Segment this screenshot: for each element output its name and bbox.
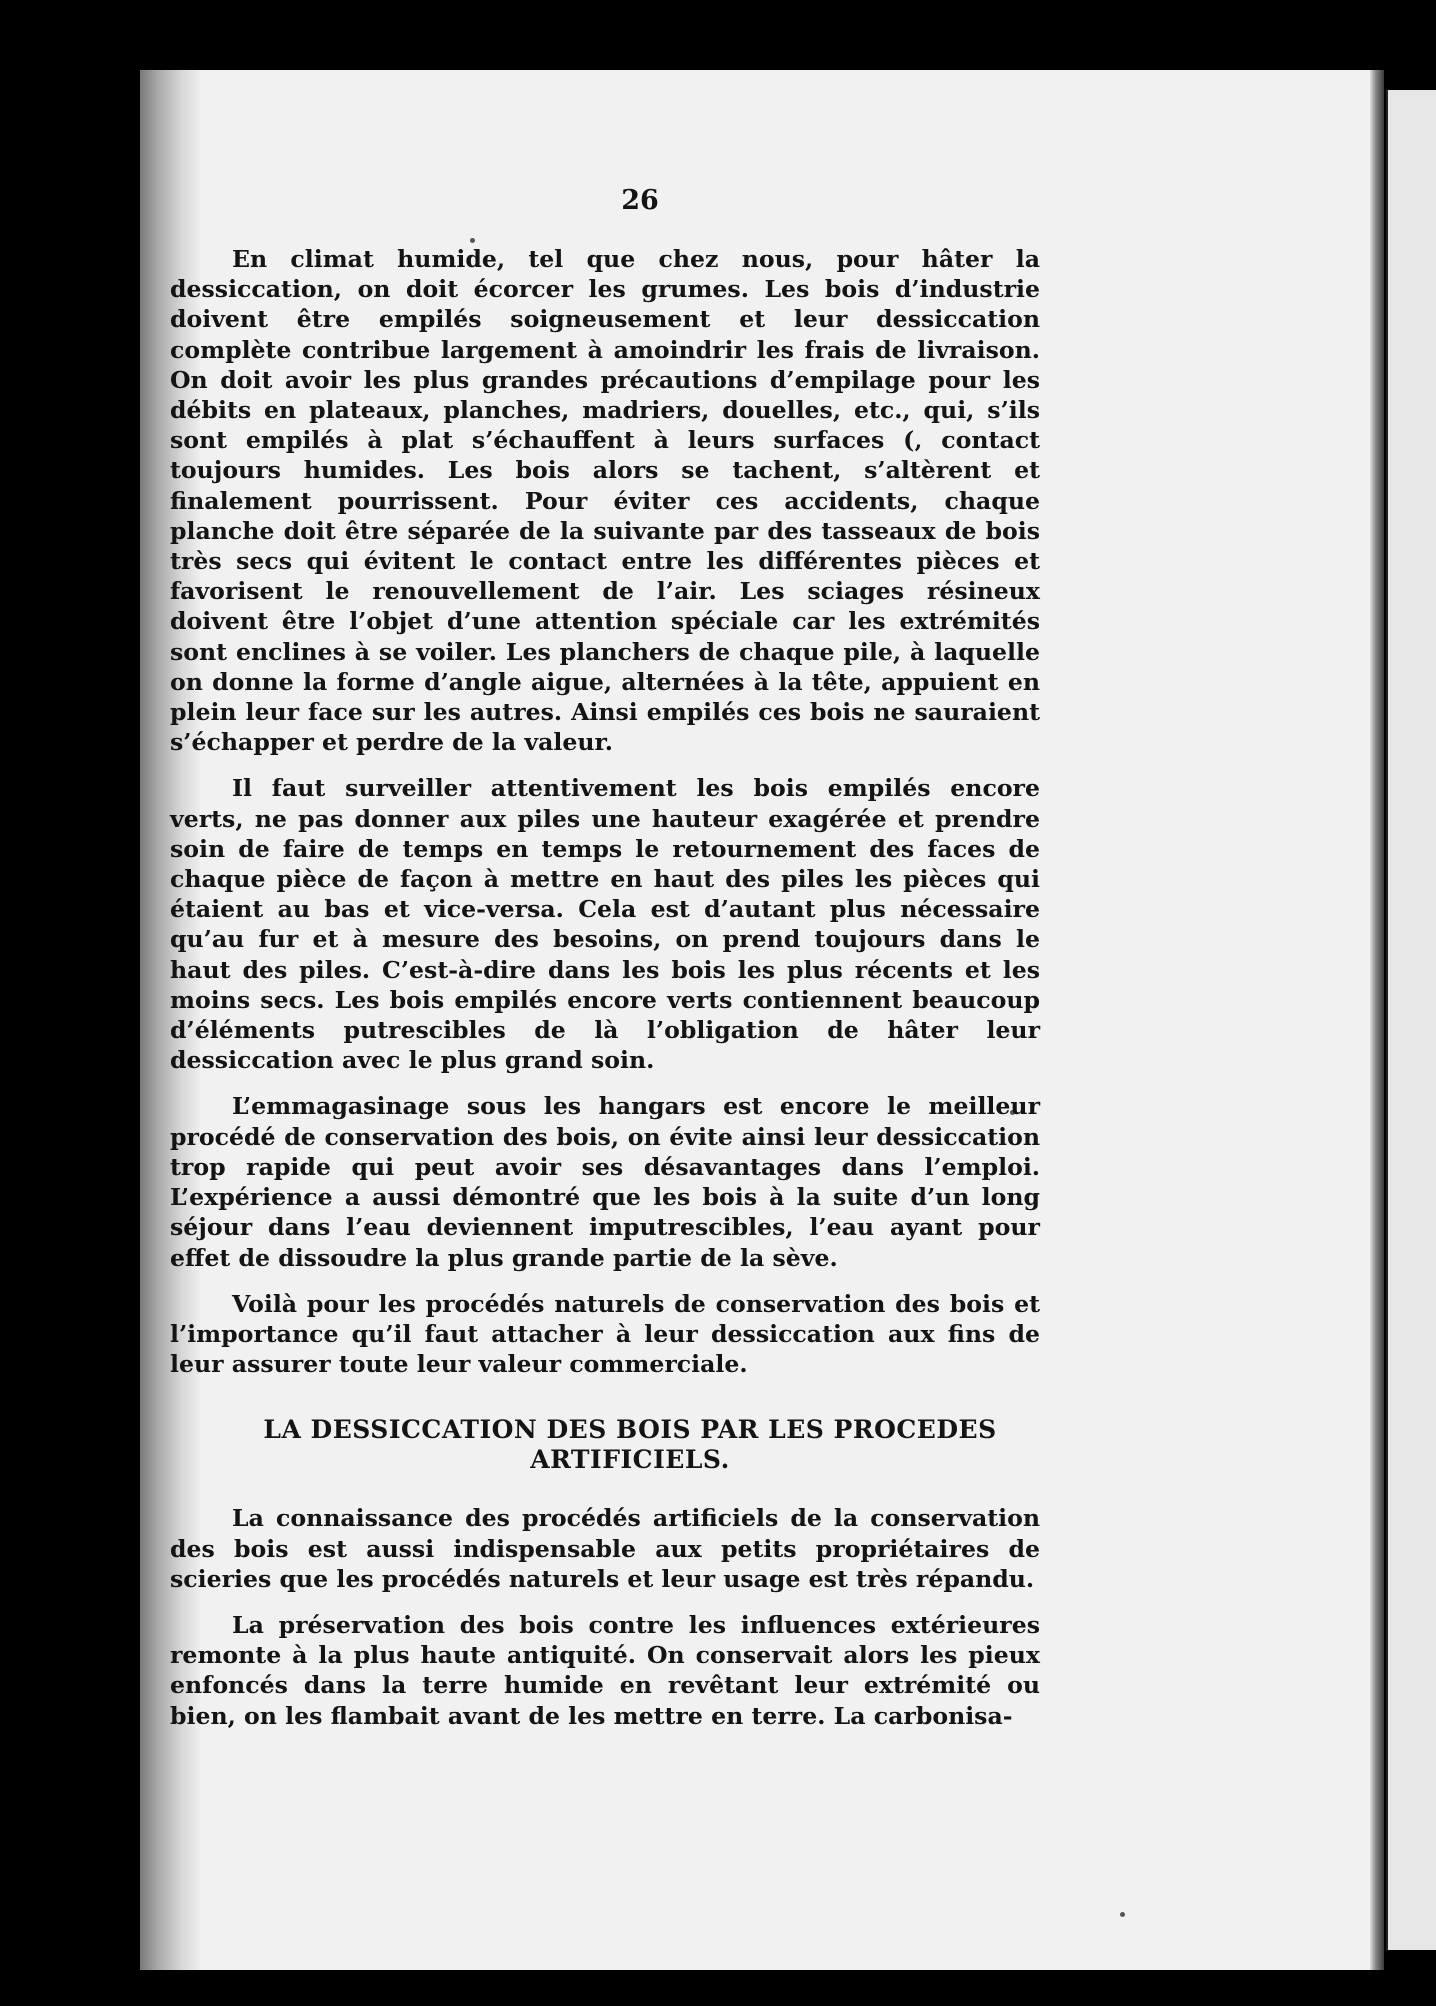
section-heading-line: ARTIFICIELS.: [530, 1445, 730, 1475]
paragraph: Il faut surveiller attentivement les bois empilés encore verts, ne pas donner aux piles une hauteur exagérée et prendre soin de faire de temps en temps le retournement des faces de chaque pièce de façon à mettre en haut des piles les pièces qui étaient au bas et vice-versa. Cela est d’autant plus nécessaire qu’au fur et à mesure des besoins, on prend toujours dans le haut des piles. C’est-à-dire dans les bois les plus récents et les moins secs. Les bois empilés encore verts contiennent beaucoup d’éléments putrescibles de là l’obligation de hâter leur dessiccation avec le plus grand soin.: [170, 774, 1040, 1075]
paragraph: L’emmagasinage sous les hangars est encore le meilleur procédé de conservation des bois, on évite ainsi leur dessiccation trop rapide qui peut avoir ses désavantages dans l’emploi. L’expérience a aussi démontré que les bois à la suite d’un long séjour dans l’eau deviennent imputrescibles, l’eau ayant pour effet de dissoudre la plus grande partie de la sève.: [170, 1092, 1040, 1272]
speck: [1120, 1912, 1125, 1917]
section-heading-line: LA DESSICCATION DES BOIS PAR LES PROCEDES: [263, 1415, 997, 1445]
paragraph: La préservation des bois contre les influences extérieures remonte à la plus haute antiquité. On conservait alors les pieux enfoncés dans la terre humide en revêtant leur extrémité ou bien, on les flambait avant de les mettre en terre. La carbonisa-: [170, 1610, 1040, 1730]
page-number: 26: [621, 185, 659, 216]
section-heading: [170, 1415, 1040, 1475]
paragraph: La connaissance des procédés artificiels de la conservation des bois est aussi indispensable aux petits propriétaires de scieries que les procédés naturels et leur usage est très répandu.: [170, 1504, 1040, 1593]
adjacent-page-edge: [1386, 90, 1436, 1950]
paragraph: Voilà pour les procédés naturels de conservation des bois et l’importance qu’il faut attacher à leur dessiccation aux fins de leur assurer toute leur valeur commerciale.: [170, 1289, 1040, 1379]
page-text: [170, 185, 1040, 1747]
page-edge-right: [1370, 70, 1384, 1970]
paragraph: En climat humide, tel que chez nous, pour hâter la dessiccation, on doit écorcer les grumes. Les bois d’industrie doivent être empilés soigneusement et leur dessiccation complète contribue largement à amoindrir les frais de livraison. On doit avoir les plus grandes précautions d’empilage pour les débits en plateaux, planches, madriers, douelles, etc., qui, s’ils sont empilés à plat s’échauffent à leurs surfaces (‚ contact toujours humides. Les bois alors se tachent, s’altèrent et finalement pourrissent. Pour éviter ces accidents, chaque planche doit être séparée de la suivante par des tasseaux de bois très secs qui évitent le contact entre les différentes pièces et favorisent le renouvellement de l’air. Les sciages résineux doivent être l’objet d’une attention spéciale car les extrémités sont enclines à se voiler. Les planchers de chaque pile, à laquelle on donne la forme d’angle aigue, alternées à la tête, appuient en plein leur face sur les autres. Ainsi empilés ces bois ne sauraient s’échapper et perdre de la valeur.: [170, 245, 1040, 757]
